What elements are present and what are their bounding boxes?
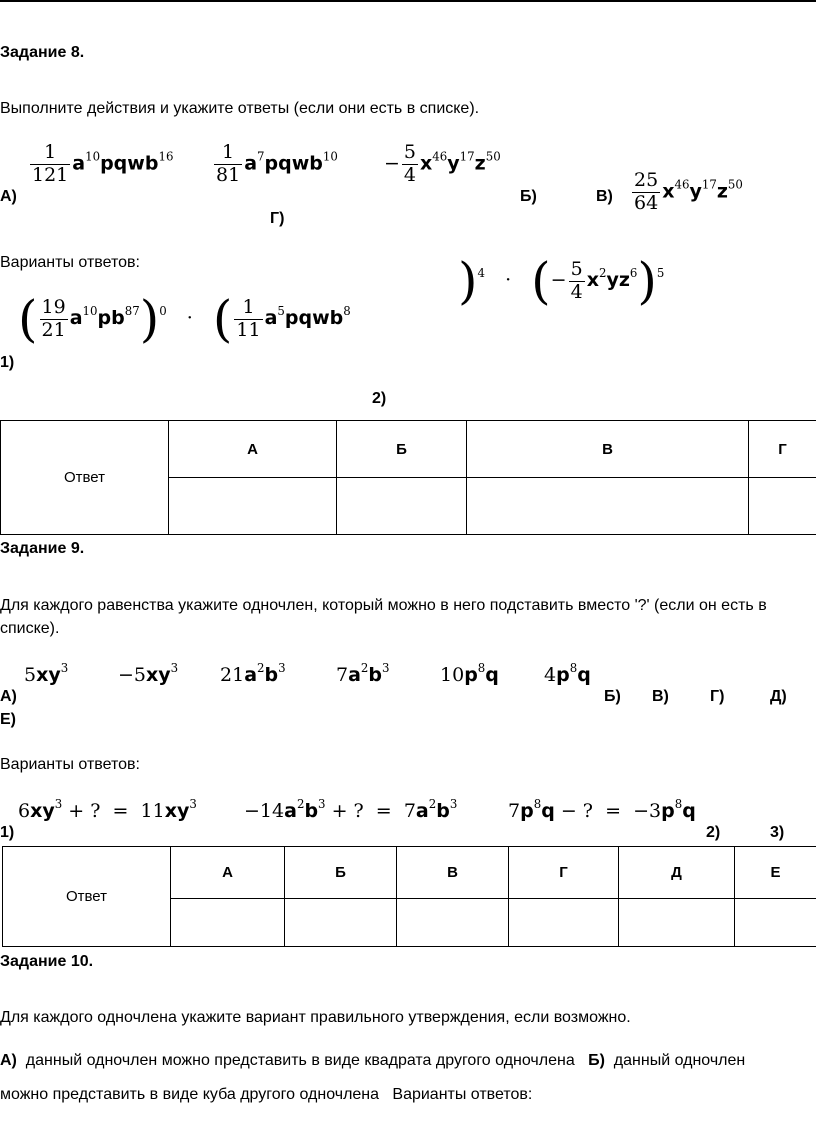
task9-answer-table: [2, 846, 816, 947]
task9-title: Задание 9.: [0, 540, 85, 557]
task9-col-e: Д: [619, 847, 735, 899]
task10-option-b-text-2: можно представить в виде куба другого одночлена: [0, 1086, 380, 1103]
task9-col-b: Б: [285, 847, 397, 899]
task8-variant1-expr: ( $\frac{19}{21}$ $a^{10}pb^{87})^0$ · ( $\frac{1}{11}$ $a^5pqwb^8$: [18, 290, 351, 348]
task9-col-a: А: [171, 847, 285, 899]
task9-label-d: Г): [710, 688, 725, 705]
task9-variant-num-1: 1): [0, 824, 15, 841]
task10-option-b-text-1: данный одночлен: [613, 1052, 746, 1069]
task8-label-a: А): [0, 188, 17, 205]
task9-answer-cell-e[interactable]: [619, 899, 735, 947]
task8-variant-num-1: 1): [0, 354, 15, 371]
task8-answer-cell-d[interactable]: [749, 478, 816, 535]
task9-variant-num-2: 2): [706, 824, 721, 841]
task9-answer-cell-d[interactable]: [509, 899, 619, 947]
task9-col-f: Е: [735, 847, 816, 899]
task9-instruction-1: Для каждого равенства укажите одночлен, который можно в него подставить вместо '?' (если он есть в: [0, 597, 767, 614]
task8-expr-c: − $\frac{5}{4}$ $x^{46}y^{17}z^{50}$: [384, 141, 501, 186]
task9-expr-b: $-5xy^3$: [118, 661, 179, 686]
task8-variant2-expr: )$^4$ · (− $\frac{5}{4}$ $x^2yz^6)^5$: [458, 252, 665, 310]
task9-label-b: Б): [604, 688, 621, 705]
task8-answer-cell-a[interactable]: [169, 478, 337, 535]
task8-answer-cell-b[interactable]: [337, 478, 467, 535]
task10-options-line-1: [0, 1052, 745, 1070]
task8-expr-a: $\frac{1}{121}$ $a^{10}pqwb^{16}$: [32, 141, 174, 186]
task8-label-d: Г): [270, 210, 285, 227]
task8-table-row-label: Ответ: [1, 421, 169, 535]
task9-answer-cell-b[interactable]: [285, 899, 397, 947]
task10-variants-label: Варианты ответов:: [392, 1086, 533, 1103]
task9-label-e: Д): [770, 688, 787, 705]
task9-label-a: А): [0, 688, 17, 705]
task8-expr-b: $\frac{1}{81}$ $a^7pqwb^{10}$: [216, 141, 338, 186]
task9-answer-cell-c[interactable]: [397, 899, 509, 947]
task8-col-d: Г: [749, 421, 816, 478]
task8-expr-d: $\frac{25}{64}$ $x^{46}y^{17}z^{50}$: [634, 169, 743, 214]
task10-options-line-2: [0, 1086, 532, 1104]
task10-option-a-text: данный одночлен можно представить в виде квадрата другого одночлена: [25, 1052, 575, 1069]
task9-expr-a: $5xy^3$: [24, 661, 69, 686]
task9-label-c: В): [652, 688, 669, 705]
task8-variant-num-2: 2): [372, 390, 387, 407]
task8-instruction: Выполните действия и укажите ответы (если они есть в списке).: [0, 100, 480, 117]
task9-expr-d: $7a^2b^3$: [336, 661, 390, 686]
task9-equation-1: $6xy^3$ + ? = $11xy^3$: [18, 797, 197, 822]
task10-title: Задание 10.: [0, 953, 94, 970]
task9-answer-cell-a[interactable]: [171, 899, 285, 947]
task10-option-b-label: Б): [588, 1052, 605, 1069]
task9-label-f: Е): [0, 711, 16, 728]
task9-variants-label: Варианты ответов:: [0, 756, 140, 773]
task9-equation-2: $-14a^2b^3$ + ? = $7a^2b^3$: [244, 797, 458, 822]
task9-expr-f: $4p^8q$: [544, 661, 591, 686]
task9-expr-c: $21a^2b^3$: [220, 661, 286, 686]
task8-label-c: В): [596, 188, 613, 205]
task8-variants-label: Варианты ответов:: [0, 254, 140, 271]
task9-answer-cell-f[interactable]: [735, 899, 816, 947]
task8-label-b: Б): [520, 188, 537, 205]
task8-col-a: А: [169, 421, 337, 478]
task8-answer-cell-c[interactable]: [467, 478, 749, 535]
task9-equation-3: $7p^8q$ − ? = $-3p^8q$: [508, 797, 696, 822]
top-border-line: [0, 0, 816, 2]
task10-option-a-label: А): [0, 1052, 17, 1069]
task8-col-b: Б: [337, 421, 467, 478]
task9-col-c: В: [397, 847, 509, 899]
task9-col-d: Г: [509, 847, 619, 899]
task8-col-c: В: [467, 421, 749, 478]
task8-title: Задание 8.: [0, 44, 85, 61]
task9-expr-e: $10p^8q$: [440, 661, 499, 686]
task9-variant-num-3: 3): [770, 824, 785, 841]
task9-instruction-2: списке).: [0, 620, 60, 637]
task8-answer-table: [0, 420, 816, 535]
task10-instruction: Для каждого одночлена укажите вариант правильного утверждения, если возможно.: [0, 1009, 631, 1026]
task9-table-row-label: Ответ: [3, 847, 171, 947]
